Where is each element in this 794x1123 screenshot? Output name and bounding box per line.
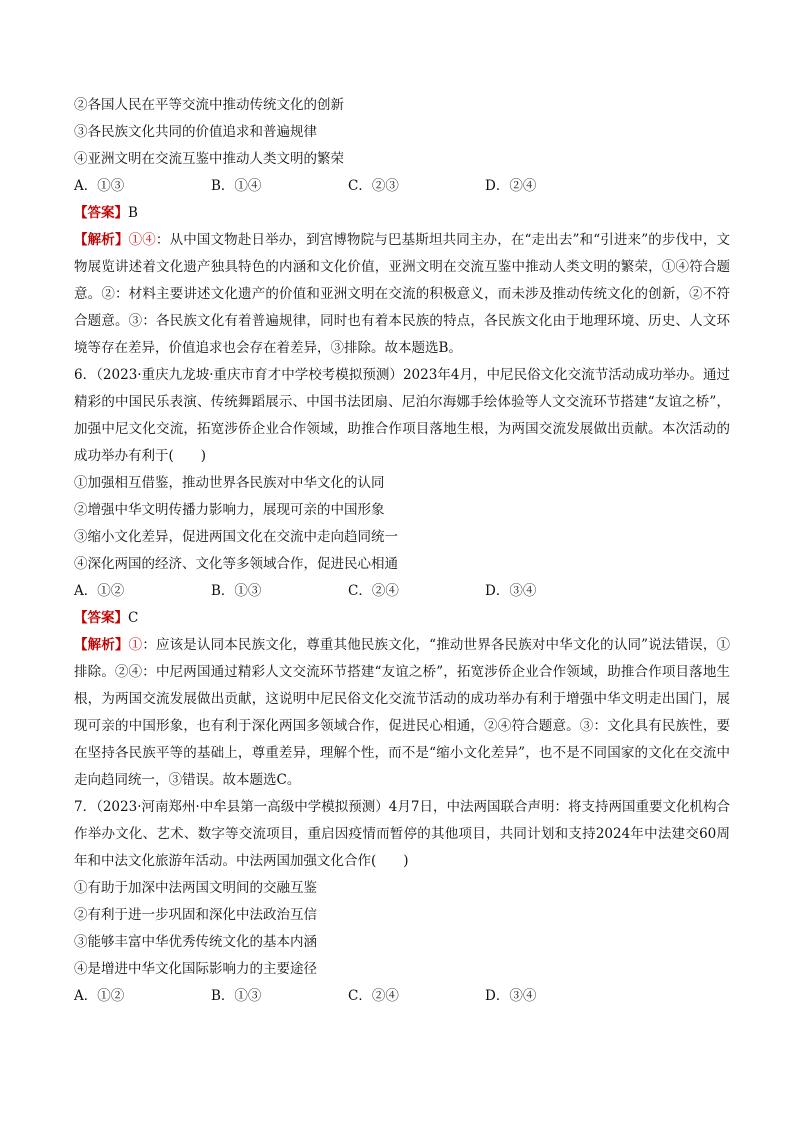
q7-item-1: ①有助于加深中法两国文明间的交融互鉴 bbox=[74, 880, 317, 896]
q5-option-c: C．②③ bbox=[348, 178, 399, 194]
q6-answer bbox=[74, 605, 730, 632]
q5-option-b: B．①④ bbox=[211, 178, 262, 194]
q7-option-c: C．②④ bbox=[348, 988, 399, 1004]
q5-analysis bbox=[74, 227, 730, 362]
q6-analysis-text: ：应该是认同本民族文化，尊重其他民族文化，“推动世界各民族对中华文化的认同”说法错误，①排除。②④：中尼两国通过精彩人文交流环节搭建“友谊之桥”，拓宽涉侨企业合作领域，助推合作项目落地生根，为两国交流发展做出贡献，这说明中尼民俗文化交流节活动的成功举办有利于增强中华文明走出国门，展现可亲的中国形象，也有利于深化两国多领域合作，促进民心相通，②④符合题意。③：文化具有民族性，要在坚持各民族平等的基础上，尊重差异，理解个性，而不是“缩小文化差异”，也不是不同国家的文化在交流中走向趋同统一，③错误。故本题选C。 bbox=[74, 637, 731, 788]
q6-option-b: B．①③ bbox=[211, 583, 262, 599]
q7-option-d: D．③④ bbox=[485, 988, 537, 1004]
q6-item-1: ①加强相互借鉴，推动世界各民族对中华文化的认同 bbox=[74, 475, 385, 491]
q5-items bbox=[74, 92, 730, 173]
q5-answer bbox=[74, 200, 730, 227]
q5-answer-label: 【答案】 bbox=[74, 205, 128, 221]
q5-option-a: A．①③ bbox=[74, 178, 125, 194]
q5-analysis-label: 【解析】 bbox=[74, 232, 129, 248]
q5-option-d: D．②④ bbox=[485, 178, 537, 194]
q6-items bbox=[74, 470, 730, 578]
q6-analysis bbox=[74, 632, 730, 794]
q5-answer-value: B bbox=[128, 205, 138, 221]
q6-option-d: D．③④ bbox=[485, 583, 537, 599]
q6-item-3: ③缩小文化差异，促进两国文化在交流中走向趋同统一 bbox=[74, 529, 398, 545]
q5-item-2: ②各国人民在平等交流中推动传统文化的创新 bbox=[74, 97, 344, 113]
q7-items bbox=[74, 875, 730, 983]
q5-item-3: ③各民族文化共同的价值追求和普遍规律 bbox=[74, 124, 317, 140]
q5-options bbox=[74, 173, 730, 200]
q6-analysis-lead: ① bbox=[128, 637, 143, 653]
document-content bbox=[74, 92, 730, 1010]
q7-stem: 7．（2023·河南郑州·中牟县第一高级中学模拟预测）4月7日，中法两国联合声明：将支持两国重要文化机构合作举办文化、艺术、数字等交流项目，重启因疫情而暂停的其他项目，共同计划和支持2024年中法建交60周年和中法文化旅游年活动。中法两国加强文化合作( ) bbox=[74, 799, 730, 869]
q7-options bbox=[74, 983, 730, 1010]
q5-analysis-text: ：从中国文物赴日举办，到宫博物院与巴基斯坦共同主办，在“走出去”和“引进来”的步伐中，文物展览讲述着文化遗产独具特色的内涵和文化价值，亚洲文明在交流互鉴中推动人类文明的繁荣，①④符合题意。②：材料主要讲述文化遗产的价值和亚洲文明在交流的积极意义，而未涉及推动传统文化的创新，②不符合题意。③：各民族文化有着普遍规律，同时也有着本民族的特点，各民族文化由于地理环境、历史、人文环境等存在差异，价值追求也会存在着差异，③排除。故本题选B。 bbox=[74, 232, 731, 356]
q7-option-a: A．①② bbox=[74, 988, 125, 1004]
q7-option-b: B．①③ bbox=[211, 988, 262, 1004]
q7-item-4: ④是增进中华文化国际影响力的主要途径 bbox=[74, 961, 317, 977]
q6-option-a: A．①② bbox=[74, 583, 125, 599]
q6-option-c: C．②④ bbox=[348, 583, 399, 599]
q7-item-2: ②有利于进一步巩固和深化中法政治互信 bbox=[74, 907, 317, 923]
q6-item-4: ④深化两国的经济、文化等多领域合作，促进民心相通 bbox=[74, 556, 398, 572]
q5-item-4: ④亚洲文明在交流互鉴中推动人类文明的繁荣 bbox=[74, 151, 344, 167]
q7-item-3: ③能够丰富中华优秀传统文化的基本内涵 bbox=[74, 934, 317, 950]
q6-stem: 6．（2023·重庆九龙坡·重庆市育才中学校考模拟预测）2023年4月，中尼民俗文化交流节活动成功举办。通过精彩的中国民乐表演、传统舞蹈展示、中国书法团扇、尼泊尔海娜手绘体验等人文交流环节搭建“友谊之桥”，加强中尼文化交流，拓宽涉侨企业合作领域，助推合作项目落地生根，为两国交流发展做出贡献。本次活动的成功举办有利于( ) bbox=[74, 367, 730, 464]
q6-analysis-label: 【解析】 bbox=[74, 637, 129, 653]
q6-item-2: ②增强中华文明传播力影响力，展现可亲的中国形象 bbox=[74, 502, 385, 518]
q6-options bbox=[74, 578, 730, 605]
q6-answer-label: 【答案】 bbox=[74, 610, 128, 626]
q5-analysis-lead: ①④ bbox=[128, 232, 156, 248]
q6-answer-value: C bbox=[128, 610, 139, 626]
